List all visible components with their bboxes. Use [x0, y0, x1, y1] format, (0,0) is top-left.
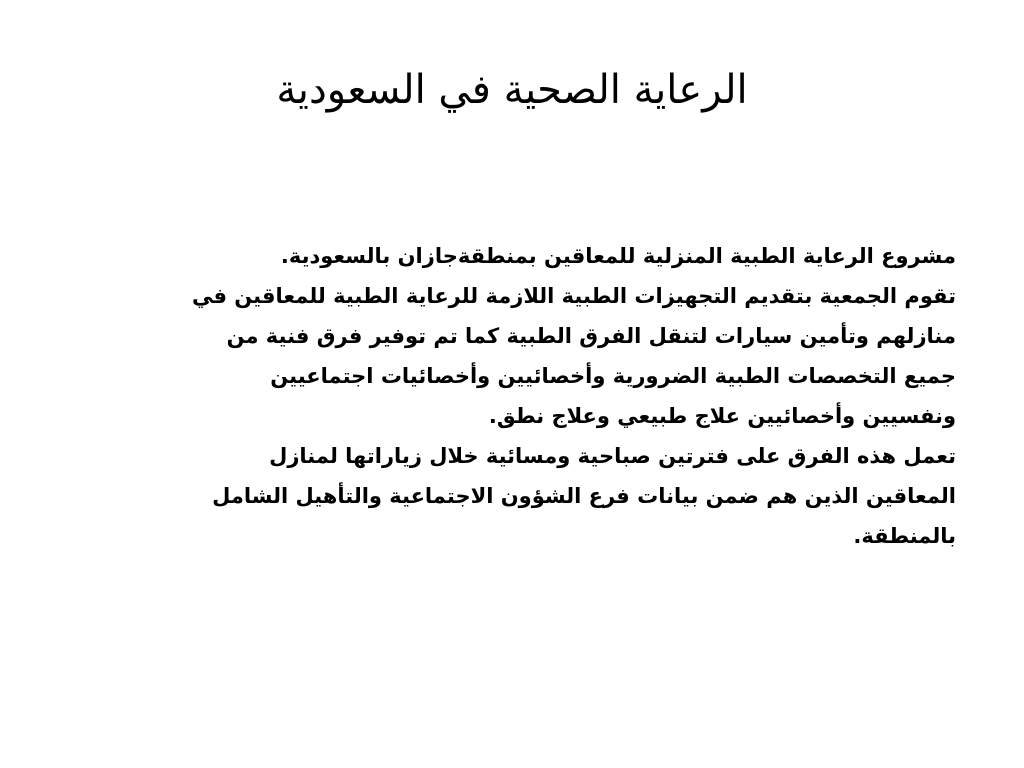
body-line: بالمنطقة.: [853, 524, 956, 548]
body-line: المعاقين الذين هم ضمن بيانات فرع الشؤون الاجتماعية والتأهيل الشامل: [212, 484, 956, 508]
body-line: ونفسيين وأخصائيين علاج طبيعي وعلاج نطق.: [488, 404, 956, 428]
body-line: تقوم الجمعية بتقديم التجهيزات الطبية اللازمة للرعاية الطبية للمعاقين في: [191, 284, 956, 308]
body-line: تعمل هذه الفرق على فترتين صباحية ومسائية خلال زياراتها لمنازل: [269, 444, 956, 468]
body-line: جميع التخصصات الطبية الضرورية وأخصائيين وأخصائيات اجتماعيين: [270, 364, 956, 388]
slide-body-text: [140, 236, 956, 556]
body-line: منازلهم وتأمين سيارات لتنقل الفرق الطبية كما تم توفير فرق فنية من: [226, 324, 956, 348]
body-line: مشروع الرعاية الطبية المنزلية للمعاقين بمنطقةجازان بالسعودية.: [280, 244, 956, 268]
slide-title: الرعاية الصحية في السعودية: [276, 67, 748, 113]
